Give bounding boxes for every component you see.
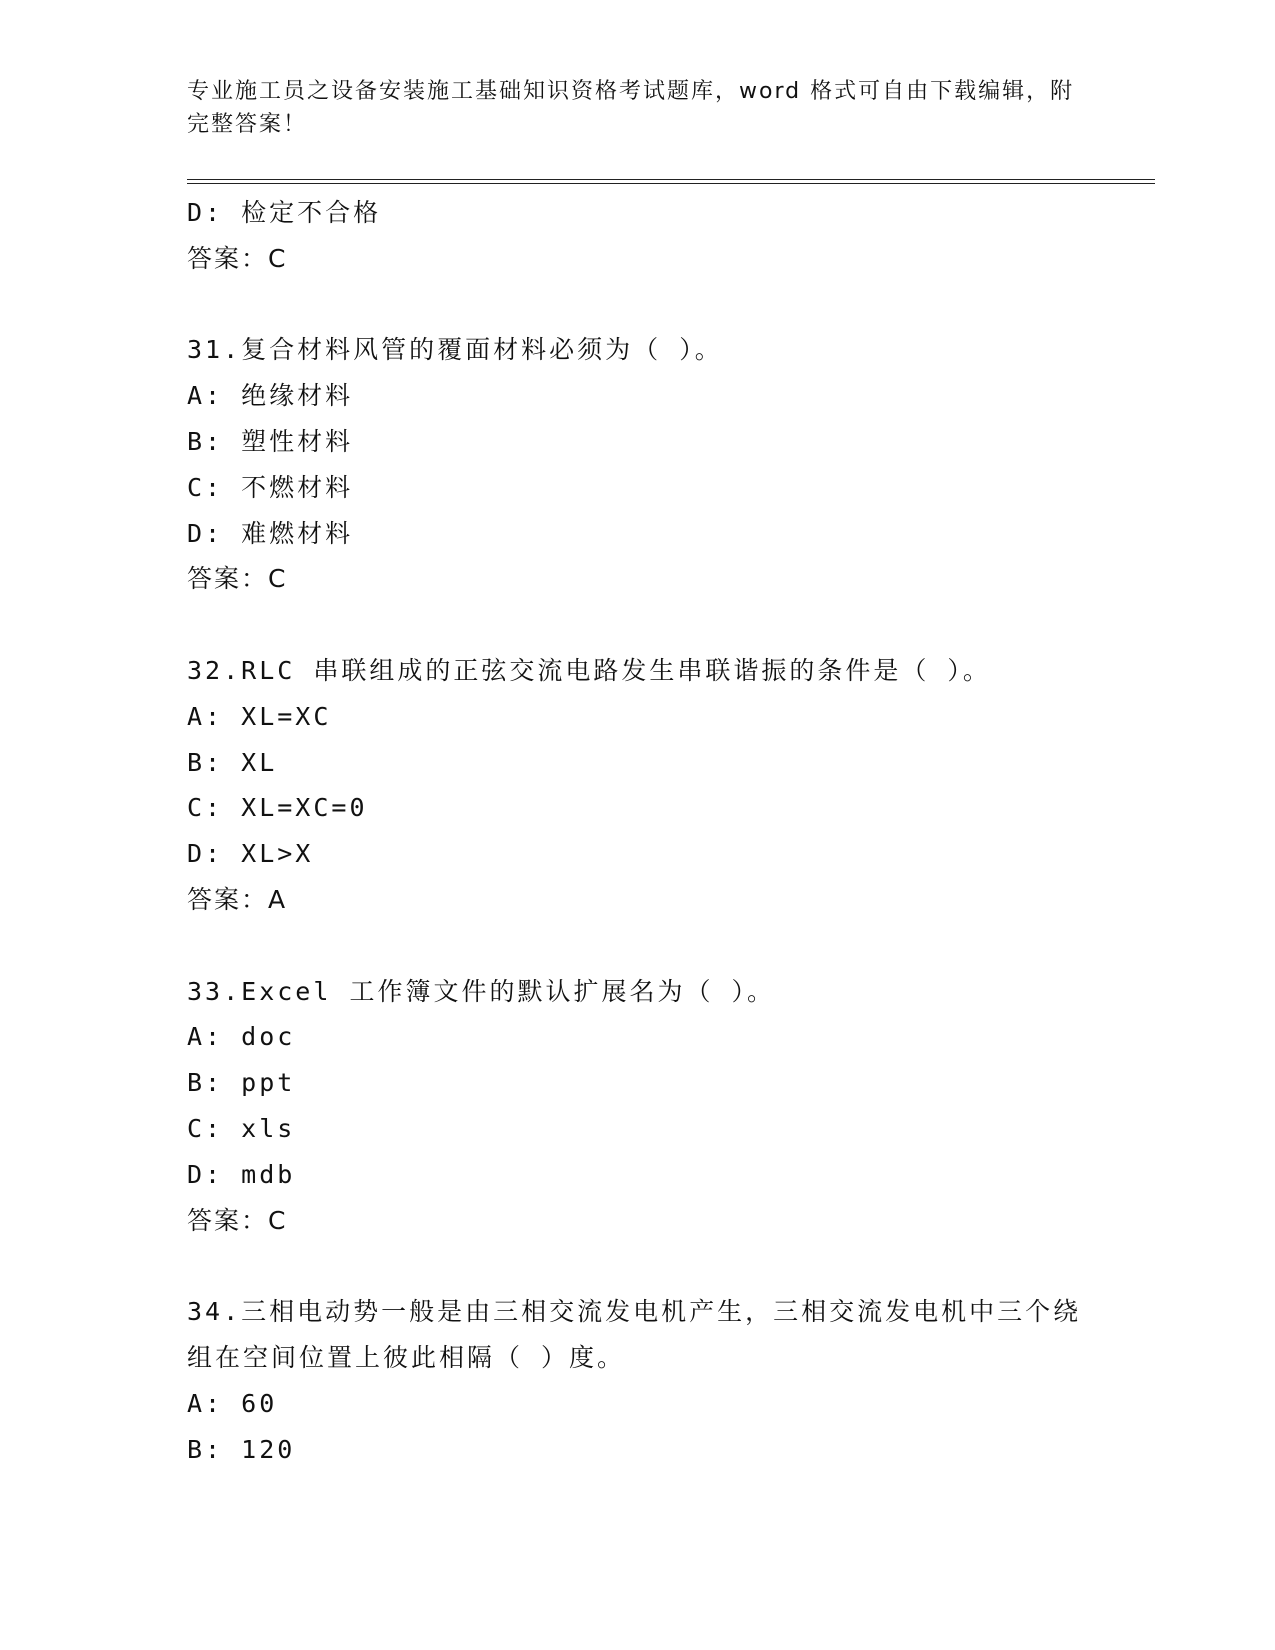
spacer bbox=[187, 1243, 1155, 1289]
option-b: B: 塑性材料 bbox=[187, 426, 354, 456]
question-block bbox=[187, 1289, 1155, 1472]
spacer bbox=[187, 602, 1155, 648]
option-d: D: XL>X bbox=[187, 839, 314, 869]
question-list bbox=[187, 190, 1155, 1472]
answer-line: 答案：C bbox=[187, 243, 288, 273]
option-b: B: XL bbox=[187, 747, 278, 777]
option-a: A: doc bbox=[187, 1022, 296, 1052]
option-d: D: 检定不合格 bbox=[187, 198, 382, 227]
question-block bbox=[187, 327, 1155, 602]
option-c: C: xls bbox=[187, 1113, 296, 1143]
header-divider-bottom bbox=[187, 183, 1155, 184]
document-header bbox=[187, 75, 1087, 141]
question-stem: 33.Excel 工作簿文件的默认扩展名为（ ）。 bbox=[187, 976, 776, 1006]
option-d: D: mdb bbox=[187, 1159, 296, 1189]
question-block bbox=[187, 969, 1155, 1244]
answer-line: 答案：A bbox=[187, 884, 288, 914]
option-b: B: 120 bbox=[187, 1434, 296, 1464]
option-c: C: XL=XC=0 bbox=[187, 793, 368, 823]
option-a: A: 绝缘材料 bbox=[187, 381, 354, 411]
answer-line: 答案：C bbox=[187, 1205, 288, 1235]
question-stem: 31.复合材料风管的覆面材料必须为（ ）。 bbox=[187, 335, 723, 365]
question-block bbox=[187, 648, 1155, 923]
option-b: B: ppt bbox=[187, 1068, 296, 1098]
spacer bbox=[187, 923, 1155, 969]
option-c: C: 不燃材料 bbox=[187, 472, 354, 502]
header-text: 专业施工员之设备安装施工基础知识资格考试题库，word 格式可自由下载编辑，附完整答案！ bbox=[187, 79, 1075, 137]
option-a: A: XL=XC bbox=[187, 701, 332, 731]
option-a: A: 60 bbox=[187, 1388, 278, 1418]
header-divider-top bbox=[187, 179, 1155, 180]
answer-line: 答案：C bbox=[187, 564, 288, 594]
option-d: D: 难燃材料 bbox=[187, 518, 354, 548]
question-stem: 34.三相电动势一般是由三相交流发电机产生，三相交流发电机中三个绕组在空间位置上彼此相隔（ ）度。 bbox=[187, 1297, 1082, 1372]
spacer bbox=[187, 282, 1155, 328]
question-stem: 32.RLC 串联组成的正弦交流电路发生串联谐振的条件是（ ）。 bbox=[187, 655, 991, 685]
